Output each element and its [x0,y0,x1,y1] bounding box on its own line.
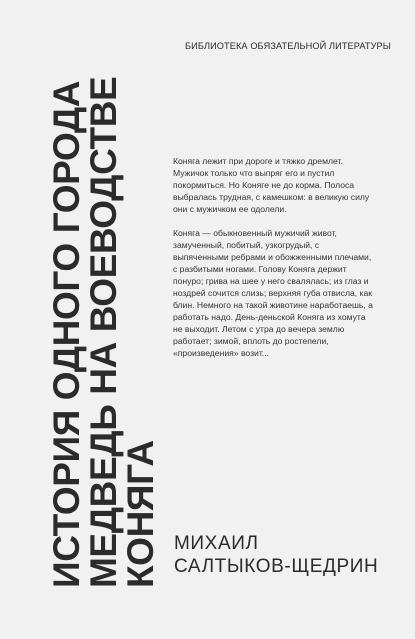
series-label: БИБЛИОТЕКА ОБЯЗАТЕЛЬНОЙ ЛИТЕРАТУРЫ [185,41,392,51]
title-line-3: КОНЯГА [120,440,161,588]
blurb-text [173,155,373,371]
blurb-paragraph-2: Коняга — обыкновенный мужичий живот, замученный, побитый, узкогрудый, с выпяченными ребрами и обожженными плечами, с разбитыми ногами. Голову Коняга держит понуро; грива на шее у него свалялась; из глаз и ноздрей сочится слизь; верхняя губа отвисла, как блин. Немного на такой животине наработаешь, а работать надо. День-деньской Коняга из хомута не выходит. Летом с утра до вечера землю работает; зимой, вплоть до ростепели, «произведения» возит... [173,228,373,358]
author-first-name: МИХАИЛ [174,533,259,554]
title-line-2: МЕДВЕДЬ НА ВОЕВОДСТВЕ [83,76,124,588]
book-title [48,28,159,588]
author-name [174,532,378,578]
title-line-1: ИСТОРИЯ ОДНОГО ГОРОДА [46,80,87,588]
author-last-name: САЛТЫКОВ-ЩЕДРИН [174,556,379,577]
blurb-paragraph-1: Коняга лежит при дороге и тяжко дремлет. Мужичок только что выпряг его и пустил покормиться. Но Коняге не до корма. Полоса выбралась трудная, с камешком: в великую силу они с мужичком ее одолели. [173,156,370,214]
